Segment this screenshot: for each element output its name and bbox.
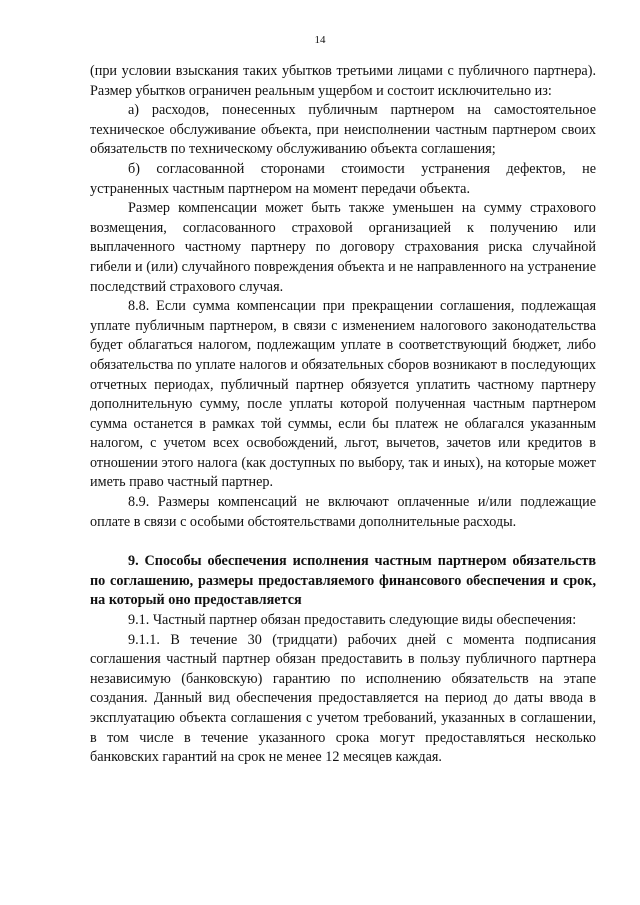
paragraph-losses-continuation: (при условии взыскания таких убытков третьими лицами с публичного партнера). Размер убытков ограничен реальным ущербом и состоит исключительно из: <box>90 63 596 99</box>
section-gap <box>90 532 596 552</box>
document-body <box>90 62 596 768</box>
section-9-heading: 9. Способы обеспечения исполнения частным партнером обязательств по соглашению, размеры предоставляемого финансового обеспечения и срок, на который оно предоставляется <box>90 553 596 609</box>
paragraph-item-b: б) согласованной сторонами стоимости устранения дефектов, не устраненных частным партнером на момент передачи объекта. <box>90 160 596 197</box>
page-number: 14 <box>314 34 326 46</box>
paragraph-compensation-reduction: Размер компенсации может быть также уменьшен на сумму страхового возмещения, согласованного страховой организацией к получению или выплаченного частному партнеру по договору страхования риска случайной гибели и (или) случайного повреждения объекта и не направленного на устранение последствий страхового случая. <box>90 200 596 295</box>
paragraph-item-a: а) расходов, понесенных публичным партнером на самостоятельное техническое обслуживание объекта, при неисполнении частным партнером своих обязательств по техническому обслуживанию объекта соглашения; <box>90 102 596 158</box>
paragraph-8-8: 8.8. Если сумма компенсации при прекращении соглашения, подлежащая уплате публичным партнером, в связи с изменением налогового законодательства будет облагаться налогом, подлежащим уплате в соответствующий бюджет, либо обязательства по уплате налогов и обязательных сборов возникают в последующих отчетных периодах, публичный партнер обязуется уплатить частному партнеру дополнительную сумму, после уплаты которой полученная частным партнером сумма останется в рамках той суммы, если бы платеж не облагался указанным налогом, с учетом всех освобождений, льгот, вычетов, зачетов или кредитов в отношении этого налога (как доступных по выбору, так и иных), на которые может иметь право частный партнер. <box>90 298 596 491</box>
paragraph-9-1-1: 9.1.1. В течение 30 (тридцати) рабочих дней с момента подписания соглашения частный партнер обязан предоставить в пользу публичного партнера независимую (банковскую) гарантию по исполнению обязательств на этапе создания. Данный вид обеспечения предоставляется на период до даты ввода в эксплуатацию объекта соглашения с учетом требований, указанных в соглашении, в том числе в течение указанного срока могут предоставляться несколько банковских гарантий на срок не менее 12 месяцев каждая. <box>90 631 596 766</box>
paragraph-8-9: 8.9. Размеры компенсаций не включают оплаченные и/или подлежащие оплате в связи с особыми обстоятельствами дополнительные расходы. <box>90 494 596 530</box>
paragraph-9-1: 9.1. Частный партнер обязан предоставить следующие виды обеспечения: <box>128 612 577 629</box>
